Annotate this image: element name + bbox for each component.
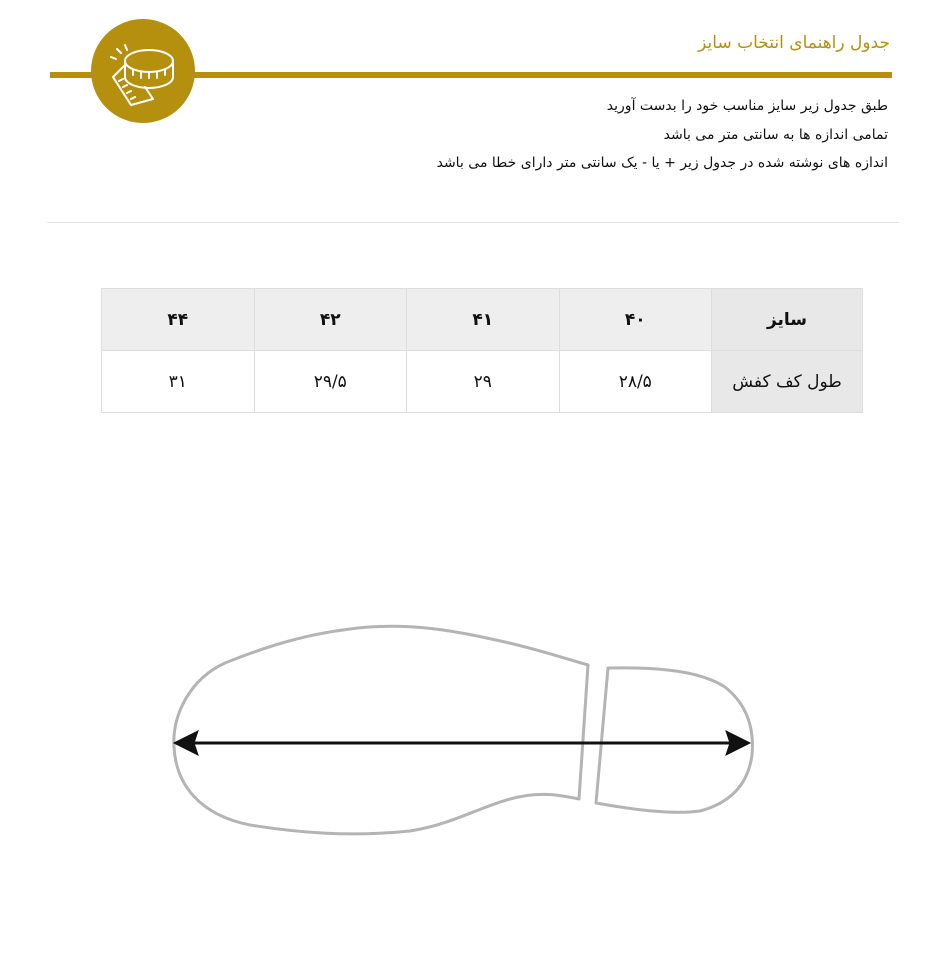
section-divider xyxy=(47,222,899,223)
size-cell: ۴۱ xyxy=(407,289,560,351)
size-table xyxy=(101,288,863,413)
length-row-label: طول کف کفش xyxy=(712,351,863,413)
page-title: جدول راهنمای انتخاب سایز xyxy=(698,33,890,53)
intro-line: تمامی اندازه ها به سانتی متر می باشد xyxy=(663,126,888,143)
length-cell: ۲۸/۵ xyxy=(559,351,712,413)
intro-line: طبق جدول زیر سایز مناسب خود را بدست آورید xyxy=(606,98,888,114)
shoe-sole-diagram xyxy=(160,615,770,855)
size-cell: ۴۰ xyxy=(559,289,712,351)
size-cell: ۴۴ xyxy=(102,289,255,351)
intro-text xyxy=(368,92,888,178)
length-row xyxy=(102,351,863,413)
size-row xyxy=(102,289,863,351)
measuring-tape-badge xyxy=(91,19,195,123)
intro-line: اندازه های نوشته شده در جدول زیر + یا - یک سانتی متر دارای خطا می باشد xyxy=(436,155,888,171)
double-arrow-icon xyxy=(174,731,750,755)
length-cell: ۲۹/۵ xyxy=(254,351,407,413)
length-cell: ۳۱ xyxy=(102,351,255,413)
size-header-label: سایز xyxy=(712,289,863,351)
measuring-tape-icon xyxy=(91,19,195,123)
shoe-sole-outline-icon xyxy=(174,626,588,834)
size-cell: ۴۲ xyxy=(254,289,407,351)
length-cell: ۲۹ xyxy=(407,351,560,413)
